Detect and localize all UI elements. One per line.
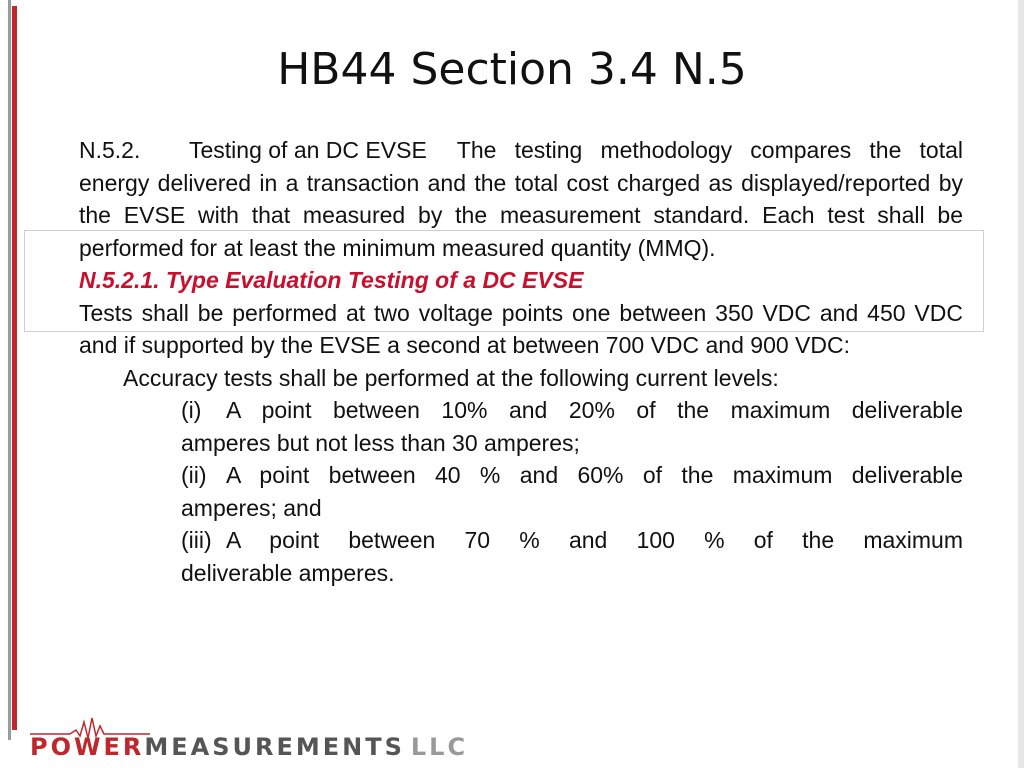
list-item-number: (ii) — [181, 462, 207, 488]
logo-measurements: MEASUREMENTS — [144, 733, 405, 761]
list-item — [181, 459, 963, 524]
accuracy-paragraph: Accuracy tests shall be performed at the following current levels: — [123, 364, 779, 391]
list-item-number: (i) — [181, 397, 202, 423]
voltage-paragraph: Tests shall be performed at two voltage points one between 350 VDC and 450 VDC and if supported by the EVSE a second at between 700 VDC and 900 VDC: — [79, 299, 963, 358]
list-item-line2: amperes but not less than 30 amperes; — [181, 429, 580, 456]
waveform-icon — [30, 716, 150, 738]
list-item-line1: A point between 40 % and 60% of the maximum deliverable — [226, 462, 963, 488]
n52-text: The testing methodology compares the total energy delivered in a transaction and the total cost charged as displayed/reported by the EVSE with that measured by the measurement standard. Each test shall be performed for at least the minimum measured quantity (MMQ). — [79, 137, 963, 261]
n52-label: N.5.2. — [79, 137, 141, 163]
n52-heading: Testing of an DC EVSE — [189, 137, 427, 163]
company-logo — [30, 732, 468, 762]
list-item-line2: deliverable amperes. — [181, 559, 395, 586]
list-item-number: (iii) — [181, 527, 212, 553]
current-levels-list — [181, 394, 963, 589]
logo-power: POWER — [30, 733, 145, 761]
list-item-line2: amperes; and — [181, 494, 322, 521]
list-item — [181, 524, 963, 589]
left-decor-bar-red — [12, 6, 17, 730]
slide-body — [79, 134, 963, 589]
list-item-line1: A point between 70 % and 100 % of the maximum — [226, 527, 963, 553]
n521-heading: N.5.2.1. Type Evaluation Testing of a DC EVSE — [79, 267, 584, 293]
logo-llc: LLC — [410, 733, 469, 761]
list-item-line1: A point between 10% and 20% of the maximum deliverable — [226, 397, 963, 423]
left-decor-bar-grey — [8, 0, 11, 740]
slide-title: HB44 Section 3.4 N.5 — [277, 44, 747, 95]
n52-paragraph — [79, 134, 963, 264]
right-edge-shadow — [1018, 0, 1024, 768]
list-item — [181, 394, 963, 459]
